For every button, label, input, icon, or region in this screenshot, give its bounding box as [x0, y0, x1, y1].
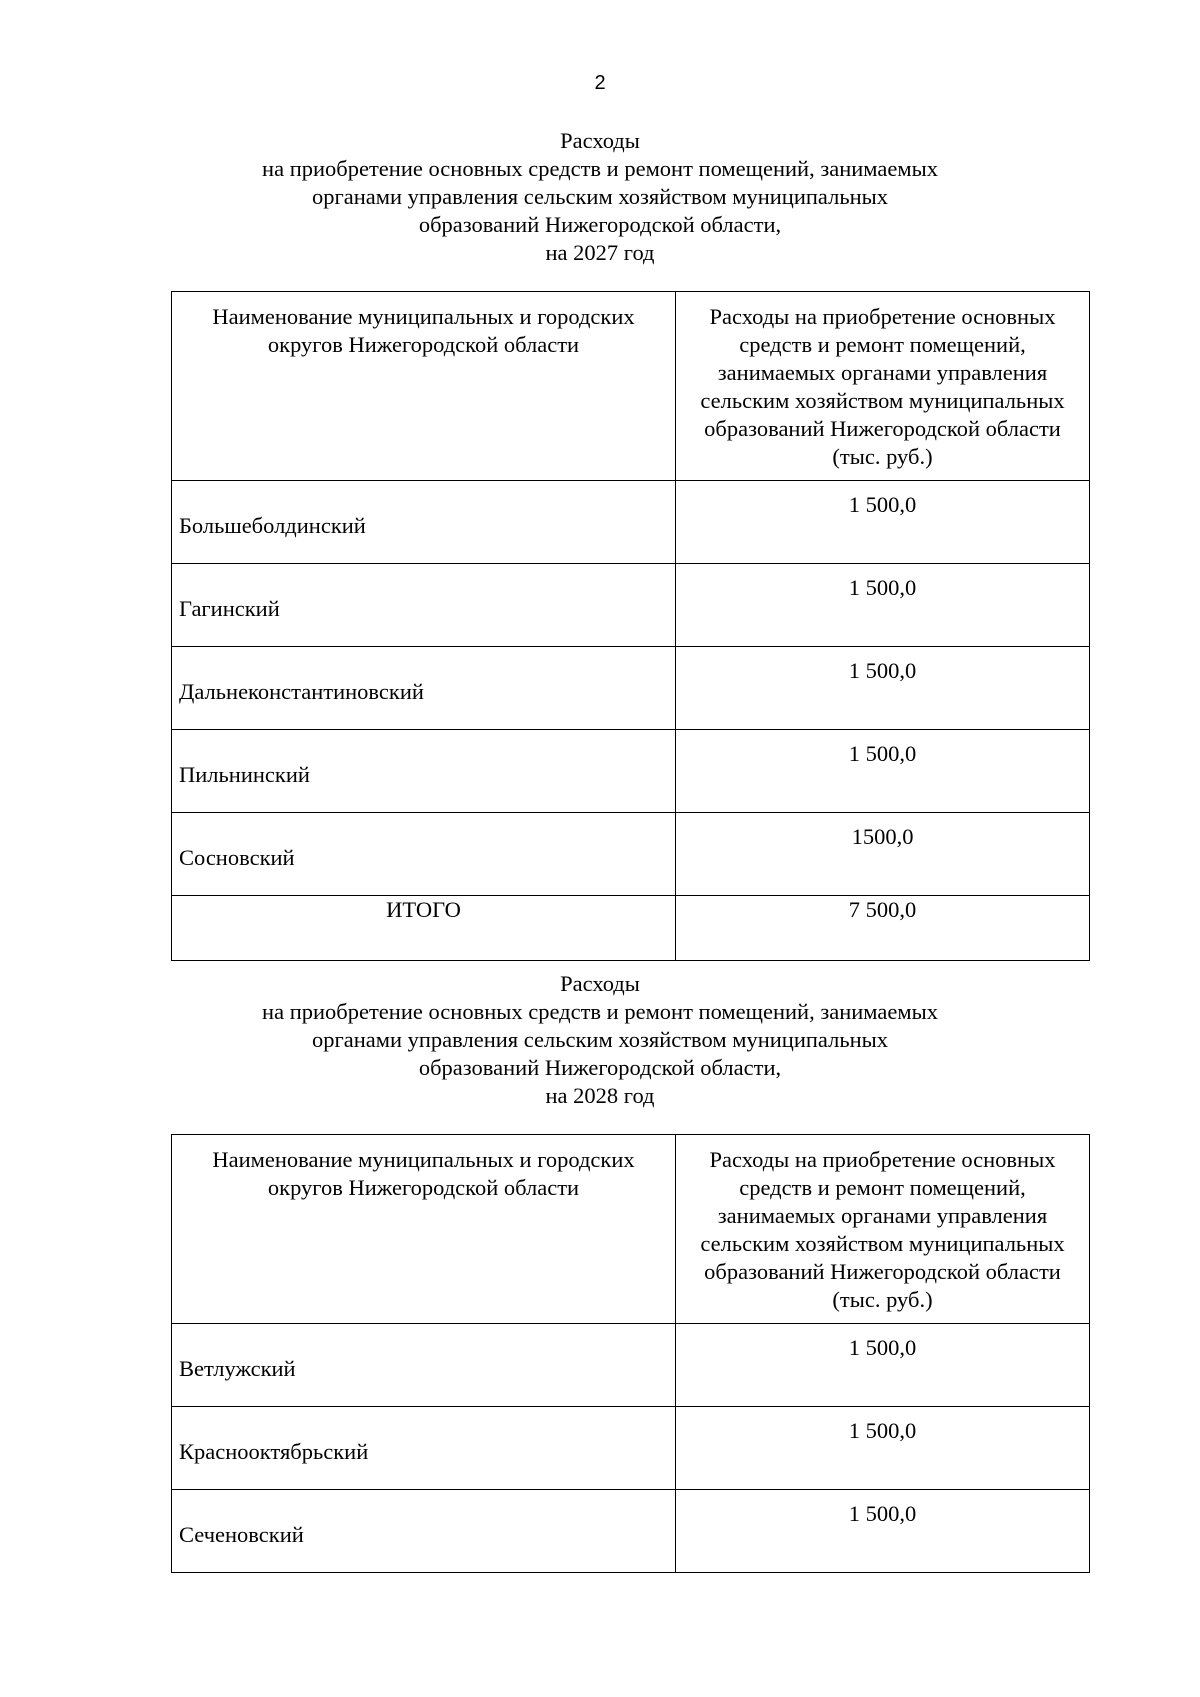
section-title-2028	[0, 970, 1200, 1110]
total-row	[172, 896, 1090, 961]
title-line: на 2028 год	[545, 1083, 655, 1108]
title-line: на 2027 год	[545, 240, 655, 265]
title-line: органами управления сельским хозяйством муниципальных	[311, 184, 888, 209]
table-header-row	[172, 1135, 1090, 1324]
header-line: сельским хозяйством муниципальных	[700, 388, 1065, 413]
page-number: 2	[594, 72, 606, 94]
header-line: образований Нижегородской области	[704, 416, 1061, 441]
table-row	[172, 813, 1090, 896]
table-row	[172, 1324, 1090, 1407]
header-text: Наименование муниципальных и городских округов Нижегородской области	[212, 1147, 635, 1200]
expense-value: 1 500,0	[676, 1407, 1090, 1490]
table-row	[172, 730, 1090, 813]
title-line: Расходы	[560, 971, 640, 996]
district-name: Сосновский	[172, 813, 676, 896]
header-line: средств и ремонт помещений,	[739, 1175, 1026, 1200]
table-row	[172, 1407, 1090, 1490]
table-row	[172, 481, 1090, 564]
header-line: (тыс. руб.)	[832, 444, 933, 469]
header-line: Расходы на приобретение основных	[709, 304, 1056, 329]
total-label: ИТОГО	[172, 896, 676, 961]
expense-value: 1 500,0	[676, 481, 1090, 564]
expense-value: 1500,0	[676, 813, 1090, 896]
header-line: сельским хозяйством муниципальных	[700, 1231, 1065, 1256]
header-line: средств и ремонт помещений,	[739, 332, 1026, 357]
table-row	[172, 564, 1090, 647]
district-name: Дальнеконстантиновский	[172, 647, 676, 730]
district-name: Ветлужский	[172, 1324, 676, 1407]
column-header-expenses	[676, 292, 1090, 481]
header-text	[676, 1135, 1089, 1314]
expense-value: 1 500,0	[676, 730, 1090, 813]
district-name: Краснооктябрьский	[172, 1407, 676, 1490]
header-text: Наименование муниципальных и городских округов Нижегородской области	[212, 304, 635, 357]
expense-value: 1 500,0	[676, 1324, 1090, 1407]
expenses-table-2028	[171, 1134, 1090, 1573]
total-value: 7 500,0	[676, 896, 1090, 961]
title-line: Расходы	[560, 128, 640, 153]
district-name: Гагинский	[172, 564, 676, 647]
district-name: Пильнинский	[172, 730, 676, 813]
title-line: на приобретение основных средств и ремонт помещений, занимаемых	[262, 999, 938, 1024]
header-text	[676, 292, 1089, 471]
column-header-district	[172, 292, 676, 481]
title-line: образований Нижегородской области,	[418, 1055, 782, 1080]
district-name: Сеченовский	[172, 1490, 676, 1573]
header-line: образований Нижегородской области	[704, 1259, 1061, 1284]
header-line: (тыс. руб.)	[832, 1287, 933, 1312]
header-line: Расходы на приобретение основных	[709, 1147, 1056, 1172]
title-line: образований Нижегородской области,	[418, 212, 782, 237]
column-header-district	[172, 1135, 676, 1324]
title-line: на приобретение основных средств и ремонт помещений, занимаемых	[262, 156, 938, 181]
table-row	[172, 1490, 1090, 1573]
header-line: занимаемых органами управления	[717, 1203, 1048, 1228]
expense-value: 1 500,0	[676, 1490, 1090, 1573]
district-name: Большеболдинский	[172, 481, 676, 564]
column-header-expenses	[676, 1135, 1090, 1324]
expense-value: 1 500,0	[676, 564, 1090, 647]
header-line: занимаемых органами управления	[717, 360, 1048, 385]
section-title-2027	[0, 127, 1200, 267]
expense-value: 1 500,0	[676, 647, 1090, 730]
table-header-row	[172, 292, 1090, 481]
title-line: органами управления сельским хозяйством муниципальных	[311, 1027, 888, 1052]
expenses-table-2027	[171, 291, 1090, 961]
table-row	[172, 647, 1090, 730]
